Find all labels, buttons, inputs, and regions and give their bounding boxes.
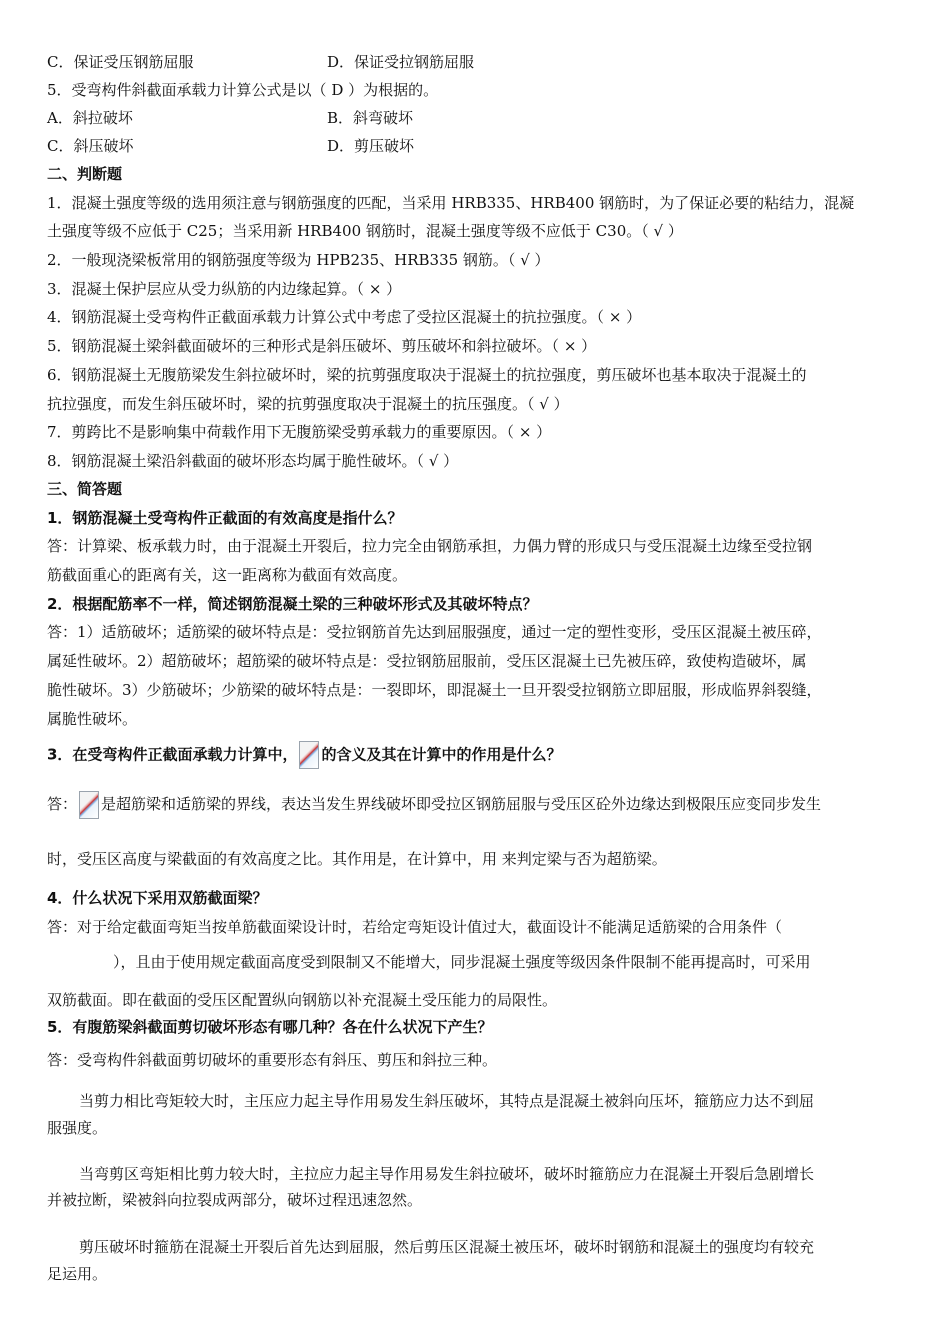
short-a2-line3: 脆性破坏。3）少筋破坏；少筋梁的破坏特点是：一裂即坏，即混凝土一旦开裂受拉钢筋立即屈服，形成临界斜裂缝， [47,681,822,699]
option-a: A．斜拉破坏 [47,109,133,127]
mc-question-5: 5．受弯构件斜截面承载力计算公式是以（ D ）为根据的。 [47,81,439,99]
formula-image-icon [79,791,99,819]
section-heading-short: 三、简答题 [47,480,123,498]
short-a2-line4: 属脆性破坏。 [47,710,138,728]
short-a5-p1-line2: 服强度。 [47,1119,108,1137]
judge-q8: 8．钢筋混凝土梁沿斜截面的破坏形态均属于脆性破坏。（ √ ） [47,452,459,470]
short-a5-p2-line1: 当弯剪区弯矩相比剪力较大时，主拉应力起主导作用易发生斜拉破坏，破坏时箍筋应力在混凝土开裂后急剧增长 [79,1165,815,1183]
judge-q6-line1: 6．钢筋混凝土无腹筋梁发生斜拉破坏时，梁的抗剪强度取决于混凝土的抗拉强度，剪压破坏也基本取决于混凝土的 [47,366,807,384]
short-q3-prefix: 3．在受弯构件正截面承载力计算中， [47,745,298,764]
short-a5-p3-line2: 足运用。 [47,1265,108,1283]
short-a1-line2: 筋截面重心的距离有关，这一距离称为截面有效高度。 [47,566,408,584]
short-a5-line1: 答：受弯构件斜截面剪切破坏的重要形态有斜压、剪压和斜拉三种。 [47,1051,498,1069]
short-a1-line1: 答：计算梁、板承载力时，由于混凝土开裂后，拉力完全由钢筋承担，力偶力臂的形成只与受压混凝土边缘至受拉钢 [47,537,813,555]
judge-q6-line2: 抗拉强度，而发生斜压破坏时，梁的抗剪强度取决于混凝土的抗压强度。（ √ ） [47,395,569,413]
judge-q1-line2: 土强度等级不应低于 C25；当采用新 HRB400 钢筋时，混凝土强度等级不应低于 C30。（ √ ） [47,222,683,240]
short-a3-suffix: 是超筋梁和适筋梁的界线，表达当发生界线破坏即受拉区钢筋屈服与受压区砼外边缘达到极限压应变同步发生 [101,795,822,813]
short-q3 [47,741,561,769]
short-q4: 4．什么状况下采用双筋截面梁？ [47,889,268,907]
short-q1: 1．钢筋混凝土受弯构件正截面的有效高度是指什么？ [47,509,403,527]
short-a2-line1: 答：1）适筋破坏；适筋梁的破坏特点是：受拉钢筋首先达到屈服强度，通过一定的塑性变形，受压区混凝土被压碎， [47,623,822,641]
short-a4-line2: ），且由于使用规定截面高度受到限制又不能增大，同步混凝土强度等级因条件限制不能再提高时，可采用 [113,953,811,971]
judge-q5: 5．钢筋混凝土梁斜截面破坏的三种形式是斜压破坏、剪压破坏和斜拉破坏。（ × ） [47,337,597,355]
short-a3-line2: 时，受压区高度与梁截面的有效高度之比。其作用是，在计算中，用 来判定梁与否为超筋梁。 [47,850,667,868]
mc-options-row [47,107,414,129]
judge-q3: 3．混凝土保护层应从受力纵筋的内边缘起算。（ × ） [47,280,402,298]
short-a5-p3-line1: 剪压破坏时箍筋在混凝土开裂后首先达到屈服，然后剪压区混凝土被压坏，破坏时钢筋和混凝土的强度均有较充 [79,1238,815,1256]
short-a3-line1 [47,791,821,819]
judge-q7: 7．剪跨比不是影响集中荷载作用下无腹筋梁受剪承载力的重要原因。（ × ） [47,423,552,441]
short-a4-line3: 双筋截面。即在截面的受压区配置纵向钢筋以补充混凝土受压能力的局限性。 [47,991,558,1009]
option-c: C．保证受压钢筋屈服 [47,53,194,71]
option-b: B．斜弯破坏 [327,109,414,127]
option-d: D．剪压破坏 [327,137,415,155]
judge-q4: 4．钢筋混凝土受弯构件正截面承载力计算公式中考虑了受拉区混凝土的抗拉强度。（ × ） [47,308,642,326]
short-q2: 2．根据配筋率不一样，简述钢筋混凝土梁的三种破坏形式及其破坏特点？ [47,595,538,613]
option-d: D．保证受拉钢筋屈服 [327,53,475,71]
short-a5-p1-line1: 当剪力相比弯矩较大时，主压应力起主导作用易发生斜压破坏，其特点是混凝土被斜向压坏，箍筋应力达不到屈 [79,1092,815,1110]
section-heading-judge: 二、判断题 [47,165,123,183]
option-c: C．斜压破坏 [47,137,134,155]
mc-options-row [47,135,415,157]
short-q3-suffix: 的含义及其在计算中的作用是什么？ [321,745,562,764]
judge-q1-line1: 1．混凝土强度等级的选用须注意与钢筋强度的匹配，当采用 HRB335、HRB400 钢筋时，为了保证必要的粘结力，混凝 [47,194,855,212]
short-a2-line2: 属延性破坏。2）超筋破坏；超筋梁的破坏特点是：受拉钢筋屈服前，受压区混凝土已先被压碎，致使构造破坏，属 [47,652,807,670]
mc-options-row [47,51,475,73]
short-q5: 5．有腹筋梁斜截面剪切破坏形态有哪几种？各在什么状况下产生？ [47,1018,493,1036]
short-a5-p2-line2: 并被拉断，梁被斜向拉裂成两部分，破坏过程迅速忽然。 [47,1191,423,1209]
short-a4-line1: 答：对于给定截面弯矩当按单筋截面梁设计时，若给定弯矩设计值过大，截面设计不能满足适筋梁的合用条件（ [47,918,783,936]
short-a3-prefix: 答： [47,795,78,813]
formula-image-icon [299,741,319,769]
judge-q2: 2．一般现浇梁板常用的钢筋强度等级为 HPB235、HRB335 钢筋。（ √ ） [47,251,550,269]
